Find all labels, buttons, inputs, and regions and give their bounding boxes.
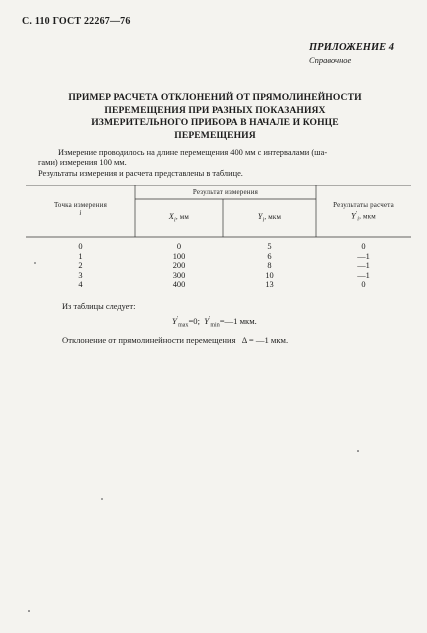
col-calc-header-text: Результаты расчета [333, 201, 394, 209]
table-cell: 6 [267, 251, 272, 261]
table-cell: —1 [357, 270, 370, 280]
table-cell: —1 [357, 261, 370, 271]
table-cell: 8 [267, 261, 272, 271]
result-intro: Из таблицы следует: [62, 302, 136, 311]
formula-eq2: =—1 мкм. [219, 316, 257, 326]
table-cell: 4 [78, 280, 83, 290]
table-cell: —1 [357, 251, 370, 261]
title-line: ПЕРЕМЕЩЕНИЯ ПРИ РАЗНЫХ ПОКАЗАНИЯХ [104, 104, 326, 116]
document-title [40, 92, 390, 142]
col-calc-values [316, 242, 411, 290]
col-calc-sub: i [357, 216, 360, 223]
prime-mark: ′ [176, 316, 179, 323]
formula-sub1: max [178, 322, 189, 329]
table-cell: 0 [361, 242, 366, 251]
title-line: ПРИМЕР РАСЧЕТА ОТКЛОНЕНИЙ ОТ ПРЯМОЛИНЕЙНОСТИ [68, 92, 362, 103]
table-cell: 200 [172, 261, 186, 271]
conclusion-line [62, 335, 288, 345]
col-point-header-text: Точка измерения [53, 201, 107, 209]
col-x-unit: , мм [175, 213, 190, 221]
formula-eq1: =0; [188, 316, 200, 326]
appendix-title: ПРИЛОЖЕНИЕ 4 [309, 42, 394, 53]
intro-line: Результаты измерения и расчета представлены в таблице. [38, 168, 243, 178]
col-y-values [223, 242, 316, 290]
col-x-sub: i [174, 217, 176, 224]
title-line: ПЕРЕМЕЩЕНИЯ [174, 129, 256, 141]
appendix-note: Справочное [309, 55, 352, 65]
col-y-sub: i [262, 217, 265, 224]
formula-sub2: min [210, 322, 220, 329]
col-x-header [135, 212, 223, 223]
intro-line: гами) измерения 100 мм. [38, 158, 127, 167]
table-cell: 13 [265, 280, 274, 290]
page-header-code: С. 110 ГОСТ 22267—76 [22, 16, 131, 27]
paper-speck [28, 610, 30, 612]
col-y-symbol: Y [257, 212, 263, 221]
intro-line: Измерение проводилось на длине перемещения 400 мм с интервалами (ша- [58, 148, 328, 157]
col-points [26, 242, 135, 290]
col-y-unit: , мкм [264, 213, 282, 221]
col-x-values [135, 242, 223, 290]
table-cell: 5 [267, 242, 272, 251]
col-point-header [26, 201, 135, 217]
conclusion-text: Отклонение от прямолинейности перемещения [62, 335, 236, 345]
table-cell: 10 [265, 270, 274, 280]
prime-mark: ′ [209, 316, 211, 323]
table-cell: 300 [172, 270, 186, 280]
paper-speck [34, 262, 36, 264]
col-x-symbol: X [168, 212, 175, 221]
formula-y1: Y [172, 316, 177, 326]
table-cell: 100 [172, 251, 186, 261]
intro-paragraph-cont [38, 158, 398, 179]
table-cell: 0 [176, 242, 182, 251]
intro-paragraph [58, 148, 408, 159]
col-y-header [223, 212, 316, 223]
conclusion-delta: Δ = —1 мкм. [241, 335, 289, 345]
prime-mark: ′ [355, 211, 358, 217]
table-cell: 0 [78, 242, 83, 251]
table-cell: 2 [78, 261, 83, 271]
col-calc-header [316, 201, 411, 223]
table-cell: 1 [78, 251, 83, 261]
formula-y2: Y [204, 316, 210, 326]
table-cell: 0 [361, 280, 366, 290]
col-calc-symbol: Y [351, 211, 356, 221]
col-point-header-index: i [79, 209, 82, 217]
group-header: Результат измерения [192, 188, 259, 196]
formula-line [172, 316, 257, 329]
paper-speck [357, 450, 359, 452]
table-cell: 400 [172, 280, 186, 290]
appendix-label [309, 42, 394, 65]
title-line: ИЗМЕРИТЕЛЬНОГО ПРИБОРА В НАЧАЛЕ И КОНЦЕ [91, 117, 339, 128]
table-cell: 3 [78, 270, 83, 280]
paper-speck [101, 498, 103, 500]
measurement-table [26, 185, 411, 293]
col-calc-unit: , мкм [359, 212, 376, 221]
